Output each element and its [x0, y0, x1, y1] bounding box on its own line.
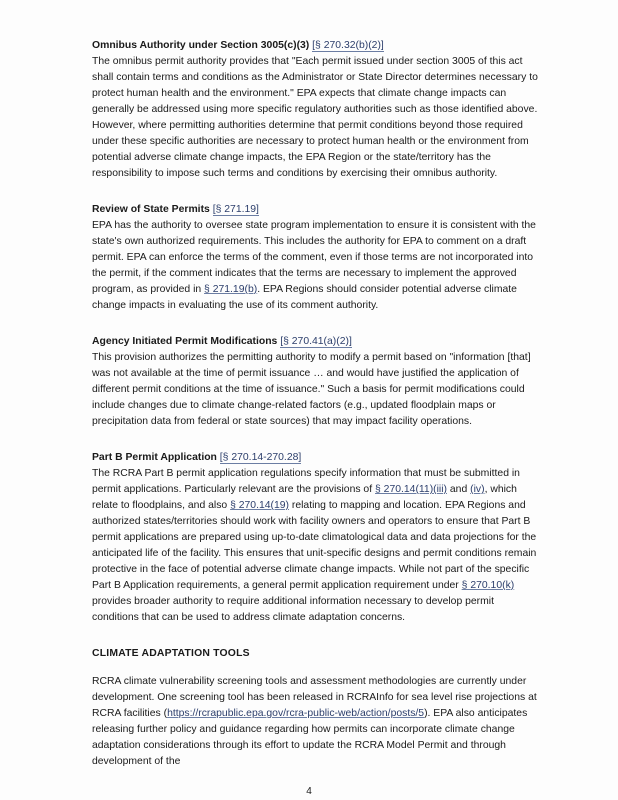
regulation-link[interactable]: [§ 271.19] [212, 204, 259, 215]
paragraph-text: EPA has the authority to oversee state program implementation to ensure it is consistent with the state's own authorized requirements. This includes the authority for EPA to comment on a draft permit. EPA can enforce the terms of the comment, even if those terms are not incorporated into the permit, if the comment indicates that the terms are necessary to implement the approved program, as provided in [92, 220, 536, 295]
section-title: Part B Permit Application [92, 452, 217, 463]
inline-regulation-link[interactable]: § 270.14(19) [230, 500, 289, 511]
section-paragraph [92, 674, 540, 770]
page-content [92, 38, 540, 790]
rcrainfo-link[interactable]: https://rcrapublic.epa.gov/rcra-public-web/action/posts/5 [167, 708, 425, 719]
section-title: Omnibus Authority under Section 3005(c)(3) [92, 40, 310, 51]
regulation-link[interactable]: [§ 270.32(b)(2)] [312, 40, 384, 51]
section-part-b-application [92, 450, 540, 626]
paragraph-text: relating to mapping and location. EPA Regions and authorized states/territories should work with facility owners and operators to ensure that Part B permit applications are prepared using up-to-date climatological data and data projections for the anticipated life of the facility. This ensures that unit-specific designs and permit conditions remain protective in the face of potential adverse climate change impacts. While not part of the specific Part B Application requirements, a general permit application requirement under [92, 500, 537, 591]
page-number: 4 [306, 786, 312, 797]
section-heading [92, 202, 540, 218]
section-climate-tools [92, 646, 540, 770]
section-heading [92, 450, 540, 466]
paragraph-text: provides broader authority to require additional information necessary to develop permit conditions that can be used to address climate adaptation concerns. [92, 596, 494, 623]
regulation-link[interactable]: [§ 270.14-270.28] [219, 452, 302, 463]
section-title: Review of State Permits [92, 204, 210, 215]
section-paragraph [92, 218, 540, 314]
section-heading [92, 334, 540, 350]
regulation-reference [312, 40, 384, 52]
regulation-reference [280, 336, 352, 348]
inline-regulation-link[interactable]: (iv) [470, 484, 485, 495]
inline-regulation-link[interactable]: § 271.19(b) [204, 284, 258, 295]
paragraph-text: The RCRA Part B permit application regulations specify information that must be submitted in permit applications. Particularly relevant are the provisions of [92, 468, 520, 495]
section-paragraph [92, 466, 540, 626]
section-heading-caps: CLIMATE ADAPTATION TOOLS [92, 648, 250, 659]
paragraph-text: . EPA Regions should consider potential adverse climate change impacts in evaluating the use of its comment authority. [92, 284, 517, 311]
section-agency-modifications [92, 334, 540, 430]
section-paragraph: The omnibus permit authority provides that "Each permit issued under section 3005 of this act shall contain terms and conditions as the Administrator or State Director determines necessary to protect human health and the environment." EPA expects that climate change impacts can generally be addressed using more specific regulatory authorities such as those identified above. However, where permitting authorities determine that permit conditions beyond those required under these specific authorities are necessary to protect human health or the environment from potential adverse climate change impacts, the EPA Region or the state/territory has the responsibility to impose such terms and conditions by exercising their omnibus authority. [92, 56, 538, 179]
section-omnibus-authority [92, 38, 540, 182]
section-review-state-permits [92, 202, 540, 314]
section-title: Agency Initiated Permit Modifications [92, 336, 278, 347]
paragraph-text: , which relate to floodplains, and also [92, 484, 517, 511]
regulation-link[interactable]: [§ 270.41(a)(2)] [280, 336, 352, 347]
paragraph-text: ). EPA also anticipates releasing further policy and guidance regarding how permits can incorporate climate change adaptation considerations through its effort to update the RCRA Model Permit and through development of the [92, 708, 528, 767]
paragraph-text: RCRA climate vulnerability screening tools and assessment methodologies are currently under development. One screening tool has been released in RCRAInfo for sea level rise projections at RCRA facilities ( [92, 676, 537, 719]
regulation-reference [220, 452, 301, 464]
inline-regulation-link[interactable]: § 270.14(11)(iii) [375, 484, 447, 495]
regulation-reference [213, 204, 259, 216]
paragraph-text: and [447, 484, 471, 495]
inline-regulation-link[interactable]: § 270.10(k) [461, 580, 515, 591]
section-heading [92, 38, 540, 54]
section-paragraph: This provision authorizes the permitting authority to modify a permit based on "information [that] was not available at the time of permit issuance … and would have justified the application of different permit conditions at the time of issuance." Such a basis for permit modifications could include changes due to climate change-related factors (e.g., updated floodplain maps or precipitation data from federal or state sources) that may impact facility operations. [92, 352, 531, 427]
